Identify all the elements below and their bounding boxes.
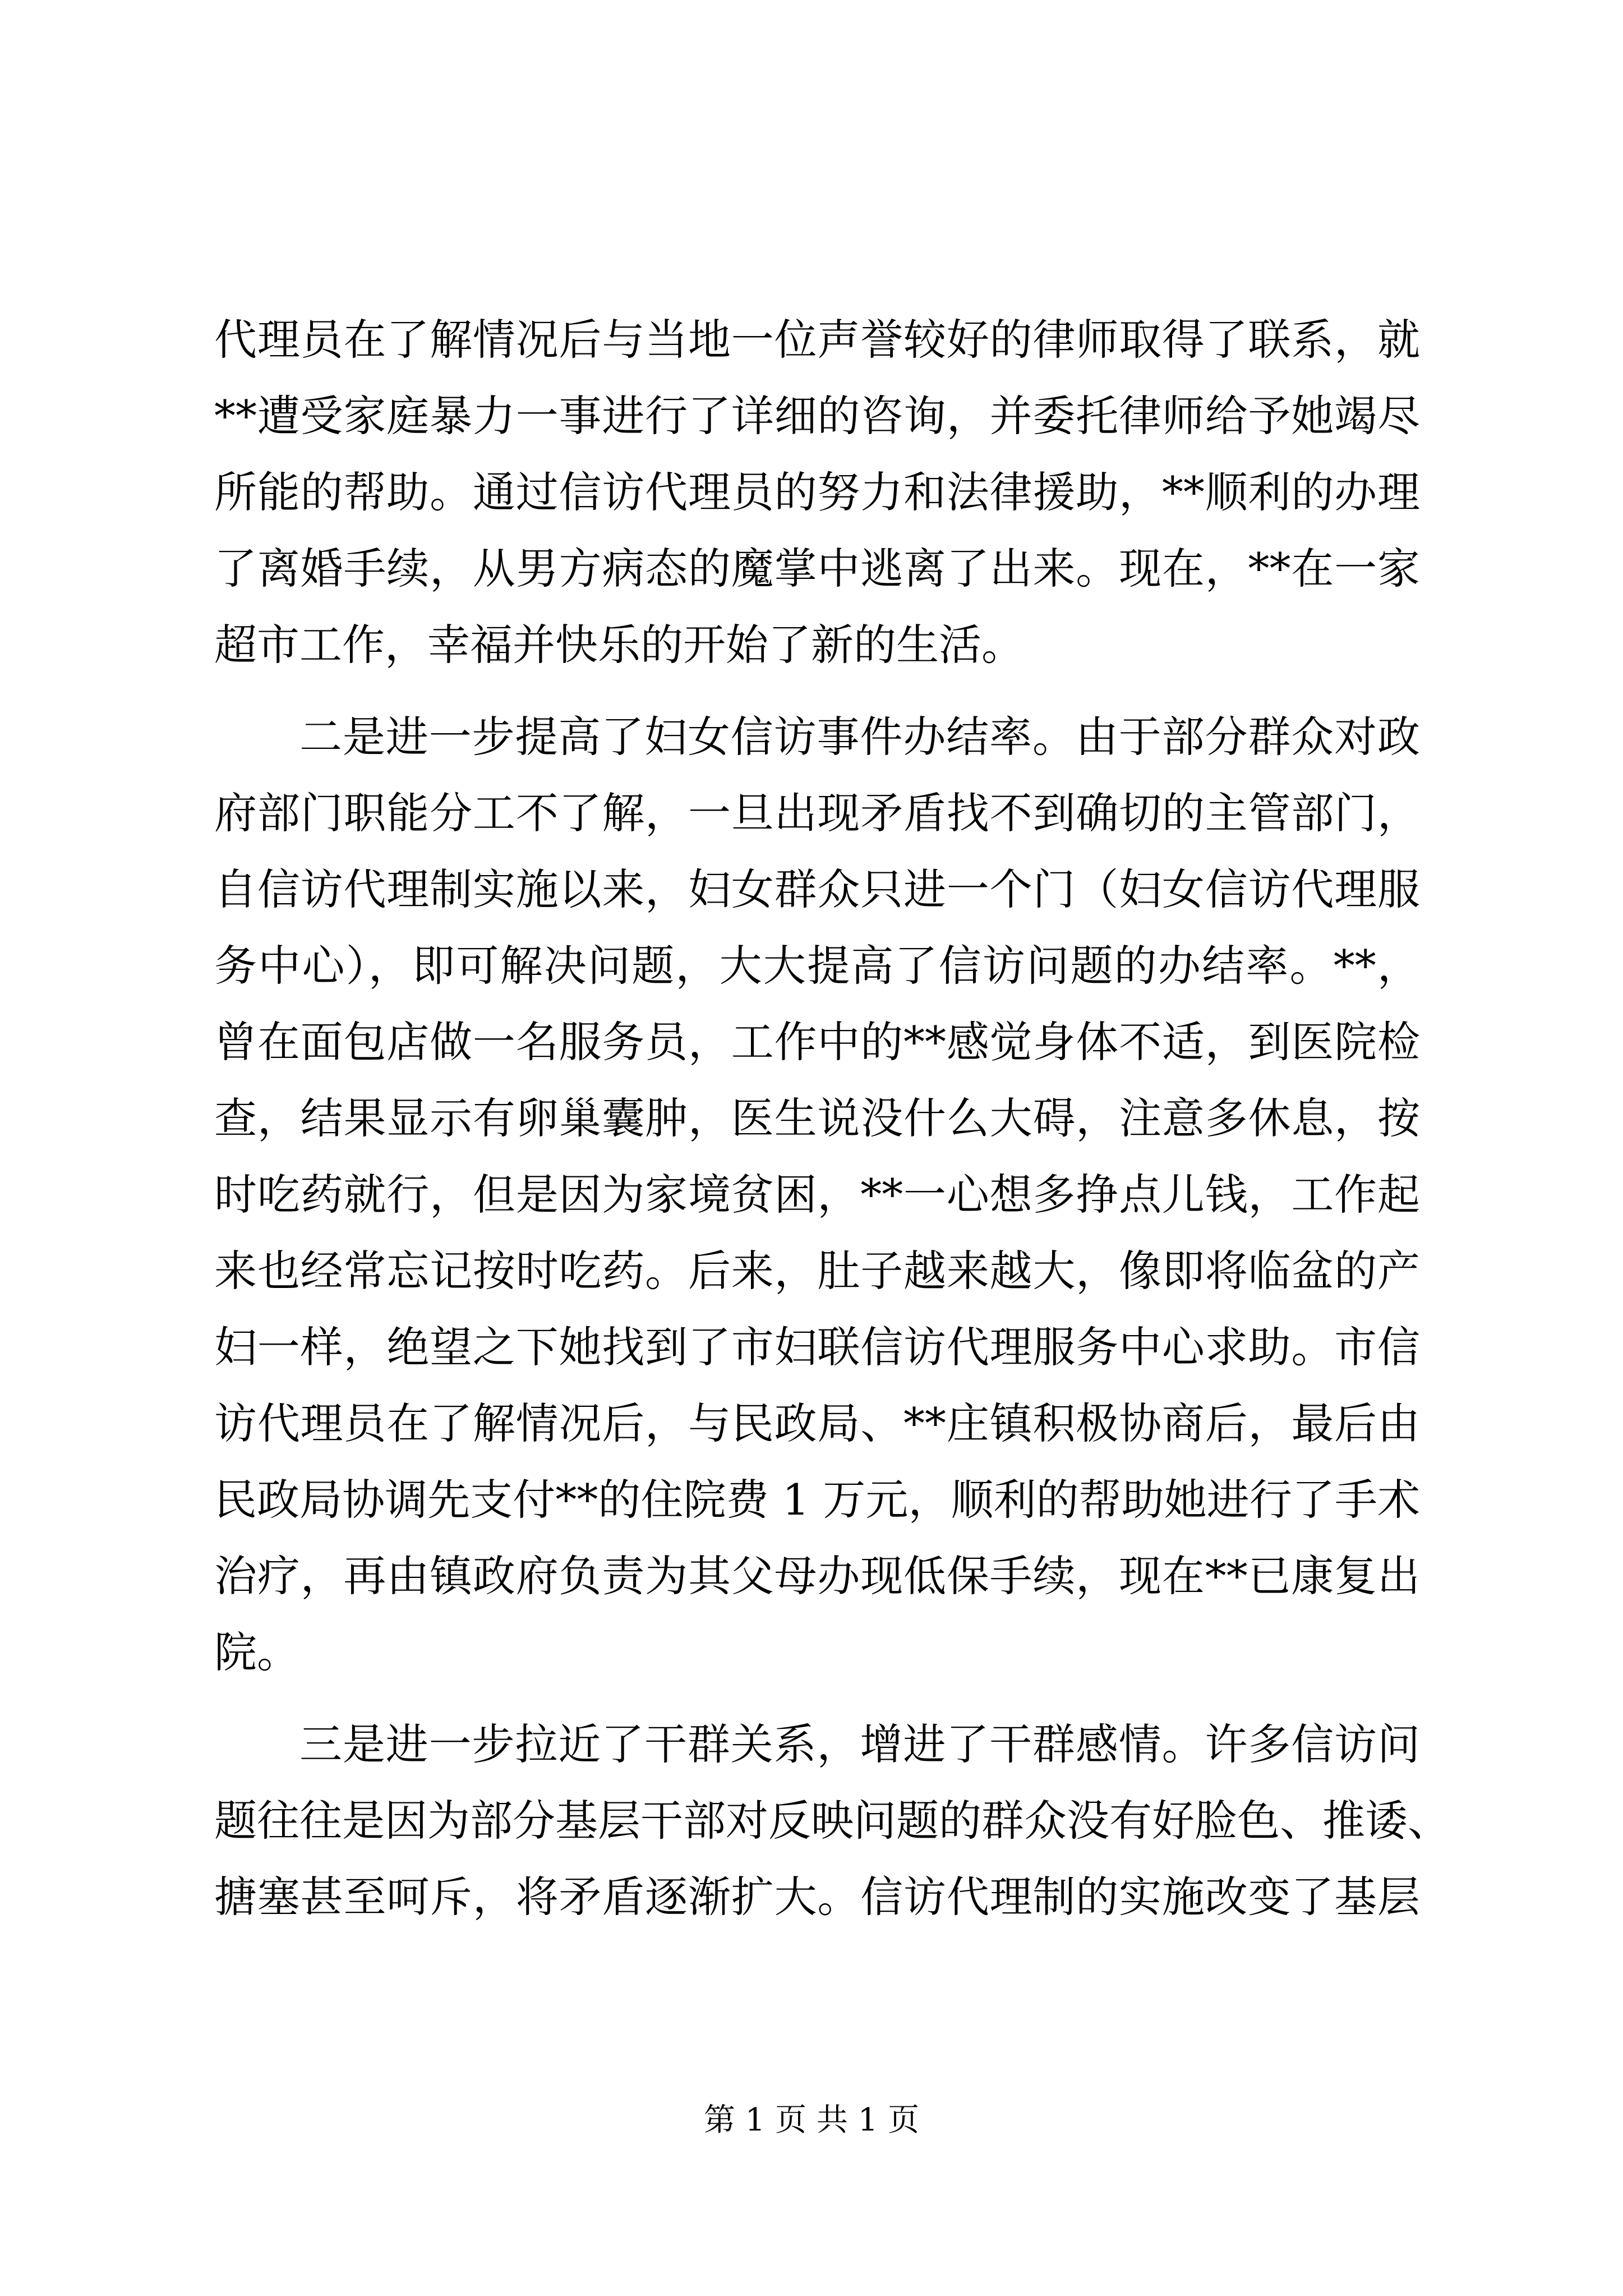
text-line: 超市工作，幸福并快乐的开始了新的生活。: [214, 620, 1024, 670]
text-line: 务中心），即可解决问题，大大提高了信访问题的办结率。**，: [214, 941, 1420, 991]
text-line: 二是进一步提高了妇女信访事件办结率。由于部分群众对政: [299, 712, 1420, 762]
paragraph-spacing: [214, 1691, 1420, 1706]
text-line: 院。: [214, 1627, 299, 1677]
text-line: 题往往是因为部分基层干部对反映问题的群众没有好脸色、推诿、: [214, 1796, 1450, 1846]
text-line: 时吃药就行，但是因为家境贫困，**一心想多挣点儿钱，工作起: [214, 1170, 1420, 1220]
page-number-label: 第 1 页 共 1 页: [703, 2102, 920, 2138]
paragraph: [214, 302, 1420, 683]
text-line: 所能的帮助。通过信访代理员的努力和法律援助，**顺利的办理: [214, 467, 1420, 517]
text-line: 访代理员在了解情况后，与民政局、**庄镇积极协商后，最后由: [214, 1398, 1420, 1448]
text-line: 民政局协调先支付**的住院费 1 万元，顺利的帮助她进行了手术: [214, 1475, 1420, 1525]
text-line: 代理员在了解情况后与当地一位声誉较好的律师取得了联系，就: [214, 315, 1420, 365]
text-line: 了离婚手续，从男方病态的魔掌中逃离了出来。现在，**在一家: [214, 544, 1420, 593]
text-line: 治疗，再由镇政府负责为其父母办现低保手续，现在**已康复出: [214, 1551, 1420, 1601]
paragraph: [214, 699, 1420, 1691]
paragraph: [214, 1706, 1450, 1935]
text-line: 妇一样，绝望之下她找到了市妇联信访代理服务中心求助。市信: [214, 1322, 1420, 1372]
text-line: 查，结果显示有卵巢囊肿，医生说没什么大碍，注意多休息，按: [214, 1093, 1420, 1143]
text-line: 自信访代理制实施以来，妇女群众只进一个门（妇女信访代理服: [214, 864, 1420, 914]
text-line: 府部门职能分工不了解，一旦出现矛盾找不到确切的主管部门，: [214, 788, 1420, 838]
text-line: 三是进一步拉近了干群关系，增进了干群感情。许多信访问: [299, 1719, 1420, 1769]
document-body: [214, 302, 1450, 1935]
text-line: 来也经常忘记按时吃药。后来，肚子越来越大，像即将临盆的产: [214, 1246, 1420, 1296]
paragraph-spacing: [214, 683, 1420, 699]
page-footer: [0, 2101, 1623, 2140]
text-line: 曾在面包店做一名服务员，工作中的**感觉身体不适，到医院检: [214, 1017, 1420, 1067]
text-line: 搪塞甚至呵斥，将矛盾逐渐扩大。信访代理制的实施改变了基层: [214, 1872, 1420, 1922]
text-line: **遭受家庭暴力一事进行了详细的咨询，并委托律师给予她竭尽: [214, 391, 1420, 441]
